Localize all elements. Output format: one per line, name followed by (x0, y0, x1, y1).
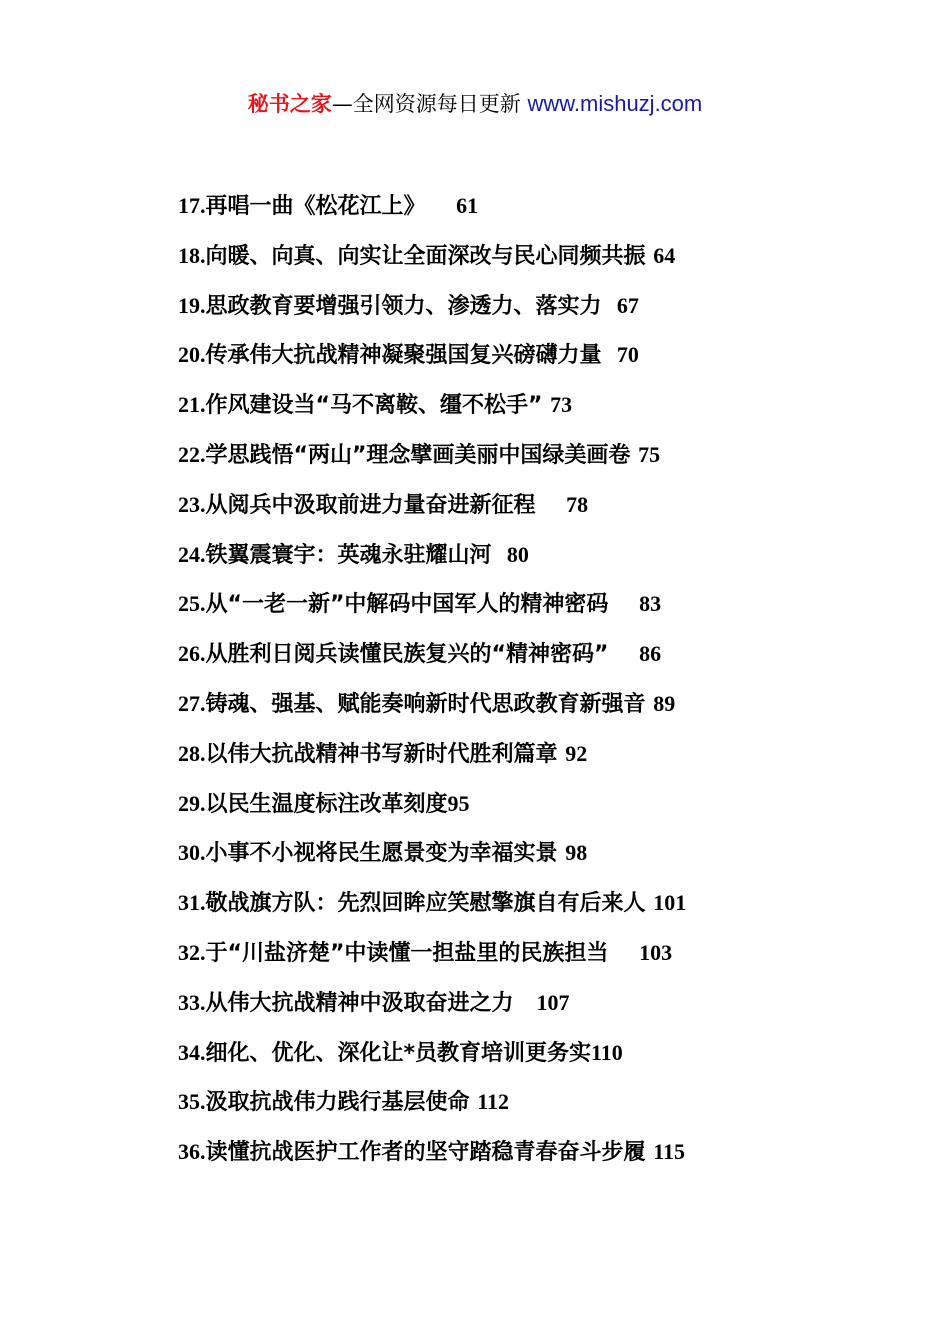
toc-entry-page-number: 107 (536, 989, 570, 1015)
toc-entry[interactable] (178, 1127, 898, 1177)
brand-name: 秘书之家 (247, 92, 332, 116)
toc-entry-number: 23. (178, 491, 206, 517)
toc-entry-number: 36. (178, 1139, 206, 1165)
toc-entry-title: 作风建设当“马不离鞍、缰不松手” (205, 393, 543, 419)
toc-entry[interactable] (178, 729, 898, 779)
toc-entry-spacer (426, 194, 457, 219)
toc-entry[interactable] (178, 380, 898, 430)
toc-entry-title: 于“川盐济楚”中读懂一担盐里的民族担当 (205, 940, 609, 966)
toc-entry-title: 铁翼震寰宇：英魂永驻耀山河 (205, 542, 492, 568)
toc-entry-number: 24. (178, 541, 206, 567)
toc-entry-title: 以伟大抗战精神书写新时代胜利篇章 (205, 741, 558, 767)
toc-entry[interactable] (178, 978, 898, 1028)
toc-entry-page-number: 73 (550, 392, 573, 418)
toc-entry-title: 从伟大抗战精神中汲取奋进之力 (205, 990, 514, 1016)
toc-entry[interactable] (178, 330, 898, 380)
toc-entry-title: 传承伟大抗战精神凝聚强国复兴磅礴力量 (205, 343, 602, 369)
header-url[interactable]: www.mishuzj.com (527, 91, 703, 116)
toc-entry[interactable] (178, 530, 898, 580)
toc-entry-page-number: 112 (477, 1089, 509, 1115)
toc-entry-page-number: 86 (639, 641, 662, 667)
toc-entry-page-number: 95 (447, 790, 470, 816)
toc-entry-number: 30. (178, 840, 206, 866)
toc-entry-number: 21. (178, 392, 206, 418)
toc-entry-number: 22. (178, 441, 206, 467)
toc-entry-number: 28. (178, 740, 206, 766)
toc-entry-title: 向暖、向真、向实让全面深改与民心同频共振 (205, 243, 646, 269)
toc-entry-number: 20. (178, 342, 206, 368)
toc-entry-spacer (608, 592, 639, 617)
table-of-contents (178, 181, 898, 1177)
toc-entry-number: 19. (178, 292, 206, 318)
toc-entry-number: 17. (178, 193, 206, 218)
toc-entry[interactable] (178, 679, 898, 729)
toc-entry[interactable] (178, 181, 898, 231)
toc-entry-spacer (602, 343, 617, 368)
toc-entry[interactable] (178, 579, 898, 629)
toc-entry[interactable] (178, 430, 898, 480)
toc-entry-title: 以民生温度标注改革刻度 (205, 791, 448, 817)
page-header (0, 86, 950, 122)
toc-entry-page-number: 70 (616, 342, 639, 368)
toc-entry-title: 细化、优化、深化让*员教育培训更务实 (205, 1040, 592, 1066)
toc-entry-page-number: 67 (616, 292, 639, 318)
toc-entry[interactable] (178, 928, 898, 978)
toc-entry[interactable] (178, 1028, 898, 1078)
toc-entry-spacer (602, 294, 617, 319)
toc-entry-title: 读懂抗战医护工作者的坚守踏稳青春奋斗步履 (205, 1140, 646, 1166)
toc-entry-title: 汲取抗战伟力践行基层使命 (205, 1090, 470, 1116)
toc-entry-page-number: 64 (653, 242, 676, 268)
toc-entry[interactable] (178, 480, 898, 530)
header-tagline: —全网资源每日更新 (331, 92, 521, 116)
toc-entry-spacer (514, 991, 537, 1016)
toc-entry-page-number: 98 (565, 840, 588, 866)
toc-entry-spacer (608, 642, 639, 667)
toc-entry-spacer (542, 393, 550, 418)
toc-entry[interactable] (178, 629, 898, 679)
toc-entry-title: 小事不小视将民生愿景变为幸福实景 (205, 841, 558, 867)
toc-entry-page-number: 61 (456, 193, 479, 218)
toc-entry-number: 32. (178, 939, 206, 965)
toc-entry-number: 26. (178, 641, 206, 667)
toc-entry-title: 再唱一曲《松花江上》 (205, 194, 426, 219)
toc-entry-page-number: 92 (565, 740, 588, 766)
toc-entry-page-number: 103 (639, 939, 673, 965)
toc-entry-page-number: 75 (638, 441, 661, 467)
toc-entry[interactable] (178, 1077, 898, 1127)
toc-entry-title: 思政教育要增强引领力、渗透力、落实力 (205, 293, 602, 319)
toc-entry-number: 25. (178, 591, 206, 617)
toc-entry-title: 从胜利日阅兵读懂民族复兴的“精神密码” (205, 642, 609, 668)
toc-entry-title: 敬战旗方队：先烈回眸应笑慰擎旗自有后来人 (205, 891, 646, 917)
toc-entry-page-number: 115 (653, 1139, 685, 1165)
toc-entry-page-number: 89 (653, 690, 676, 716)
toc-entry-number: 18. (178, 242, 206, 268)
toc-entry-title: 从“一老一新”中解码中国军人的精神密码 (205, 592, 609, 618)
toc-entry-spacer (492, 543, 507, 568)
toc-entry[interactable] (178, 281, 898, 331)
toc-entry-page-number: 78 (566, 491, 589, 517)
toc-entry-number: 27. (178, 690, 206, 716)
toc-entry-number: 29. (178, 790, 206, 816)
toc-entry-page-number: 110 (591, 1039, 623, 1065)
toc-entry-number: 35. (178, 1089, 206, 1115)
toc-entry[interactable] (178, 828, 898, 878)
toc-entry[interactable] (178, 231, 898, 281)
toc-entry[interactable] (178, 878, 898, 928)
toc-entry-spacer (608, 941, 639, 966)
toc-entry-number: 34. (178, 1039, 206, 1065)
toc-entry-page-number: 80 (506, 541, 529, 567)
toc-entry-spacer (630, 443, 638, 468)
toc-entry-title: 学思践悟“两山”理念擘画美丽中国绿美画卷 (205, 442, 631, 468)
toc-entry[interactable] (178, 779, 898, 829)
toc-entry-title: 从阅兵中汲取前进力量奋进新征程 (205, 492, 536, 518)
toc-entry-page-number: 83 (639, 591, 662, 617)
toc-entry-spacer (536, 493, 567, 518)
toc-entry-number: 31. (178, 890, 206, 916)
toc-entry-title: 铸魂、强基、赋能奏响新时代思政教育新强音 (205, 691, 646, 717)
toc-entry-page-number: 101 (653, 890, 687, 916)
toc-entry-number: 33. (178, 989, 206, 1015)
